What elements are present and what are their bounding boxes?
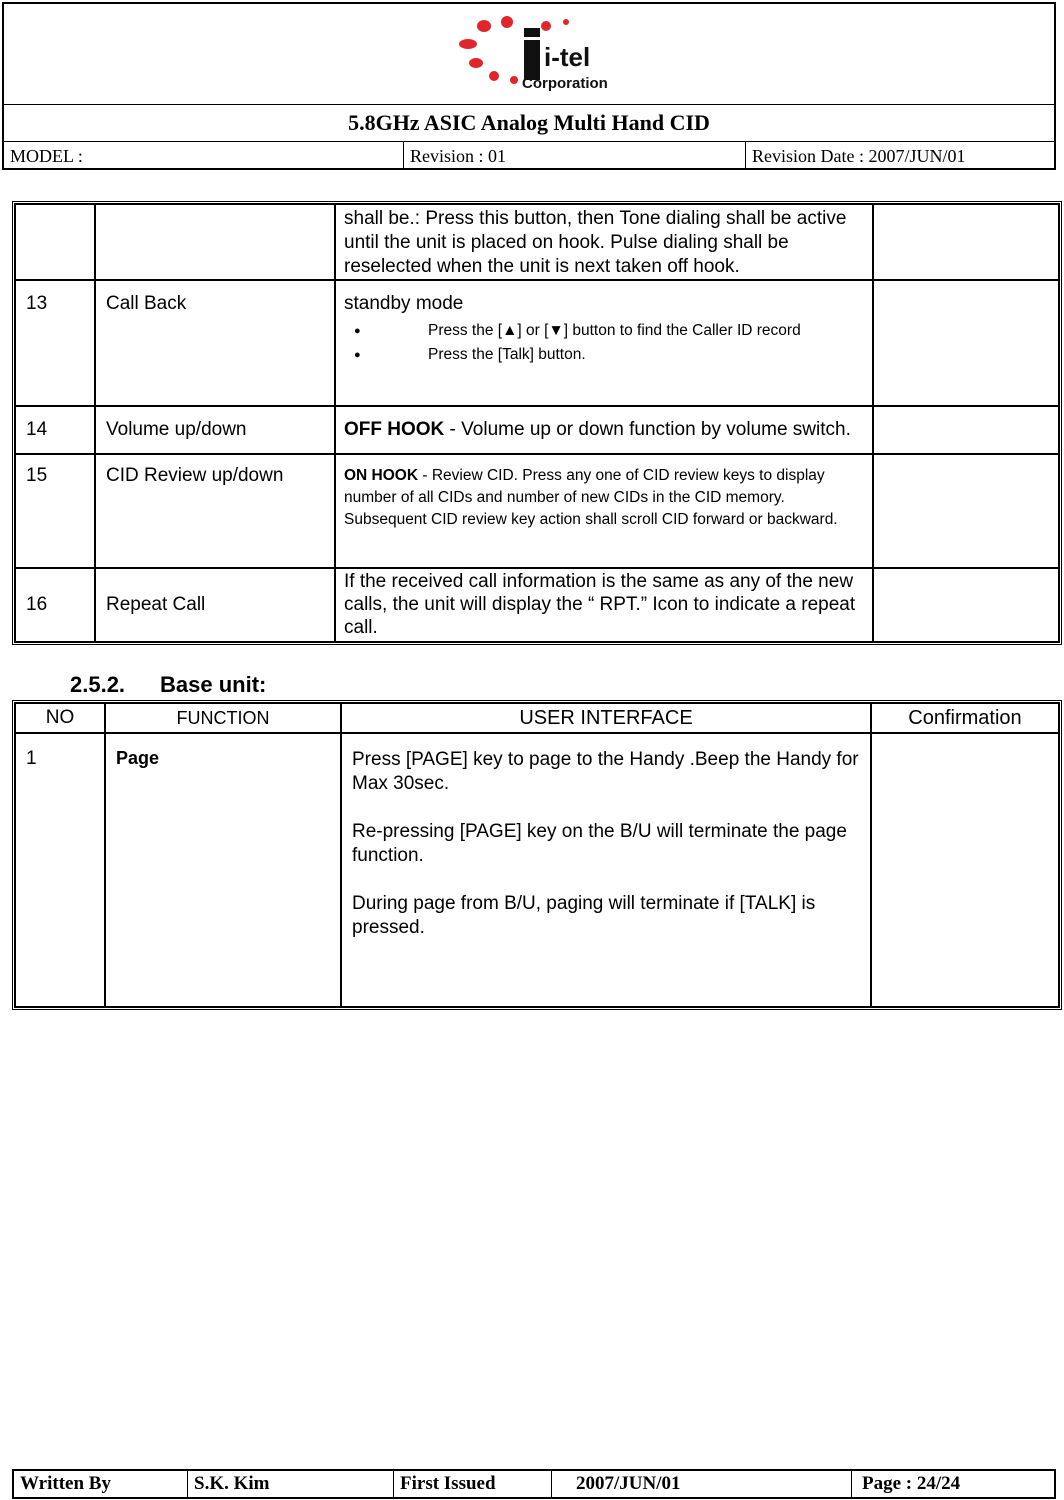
list-item: ● Press the [▲] or [▼] button to find the Caller ID record — [354, 319, 862, 343]
ui-bullet-list — [344, 319, 862, 367]
cell-function: CID Review up/down — [95, 454, 335, 568]
base-unit-table — [12, 700, 1062, 1010]
logo-i-bar — [524, 40, 540, 80]
ui-mode-bold: OFF HOOK — [344, 419, 445, 440]
ui-text-line: until the unit is placed on hook. Pulse dialing shall be — [344, 232, 789, 253]
revision-date-label: Revision Date : 2007/JUN/01 — [752, 146, 966, 166]
header-user-interface: USER INTERFACE — [341, 703, 871, 733]
cell-no: 16 — [15, 568, 95, 642]
cell-function: Repeat Call — [95, 568, 335, 642]
cell-function — [95, 204, 335, 280]
cell-user-interface — [335, 406, 873, 454]
ui-mode-bold: ON HOOK — [344, 467, 419, 484]
cell-no: 14 — [15, 406, 95, 454]
cell-user-interface — [335, 204, 873, 280]
section-title: Base unit: — [160, 672, 267, 697]
cell-function: Page — [105, 733, 341, 1007]
issue-date: 2007/JUN/01 — [552, 1471, 852, 1497]
header-function: FUNCTION — [105, 703, 341, 733]
table-row — [15, 454, 1059, 568]
cell-no: 1 — [15, 733, 105, 1007]
cell-function: Call Back — [95, 280, 335, 406]
table-header-row — [15, 703, 1059, 733]
cell-user-interface: If the received call information is the same as any of the new calls, the unit will display the “ RPT.” Icon to indicate a repeat call. — [335, 568, 873, 642]
author-name: S.K. Kim — [188, 1471, 394, 1497]
revision-label: Revision : 01 — [404, 142, 746, 170]
document-title: 5.8GHz ASIC Analog Multi Hand CID — [4, 104, 1054, 142]
table-row — [15, 204, 1059, 280]
model-label: MODEL : — [4, 142, 404, 170]
section-heading — [70, 672, 266, 698]
cell-user-interface — [335, 454, 873, 568]
table-row — [15, 568, 1059, 642]
section-number: 2.5.2. — [70, 672, 126, 697]
logo-row — [4, 4, 1054, 105]
cell-confirmation — [873, 454, 1059, 568]
company-logo — [454, 14, 644, 94]
cell-confirmation — [873, 406, 1059, 454]
cell-confirmation — [871, 733, 1059, 1007]
header-confirmation: Confirmation — [871, 703, 1059, 733]
table-row — [15, 280, 1059, 406]
table-row — [15, 406, 1059, 454]
first-issued-label: First Issued — [394, 1471, 552, 1497]
cell-confirmation — [873, 280, 1059, 406]
ui-text-line: shall be.: Press this button, then Tone dialing shall be active — [344, 208, 847, 229]
handset-function-table — [12, 201, 1062, 645]
ui-paragraph: Press [PAGE] key to page to the Handy .Beep the Handy for Max 30sec. — [352, 749, 859, 794]
ui-paragraph: During page from B/U, paging will terminate if [TALK] is pressed. — [352, 893, 816, 938]
list-item: ● Press the [Talk] button. — [354, 343, 862, 367]
document-footer — [12, 1469, 1056, 1499]
cell-no: 13 — [15, 280, 95, 406]
ui-text-line: reselected when the unit is next taken off hook. — [344, 256, 740, 277]
document-header — [2, 2, 1056, 170]
logo-subtext: Corporation — [522, 75, 608, 92]
cell-user-interface — [335, 280, 873, 406]
header-meta-row — [4, 142, 1054, 170]
written-by-label: Written By — [14, 1471, 188, 1497]
table-row — [15, 733, 1059, 1007]
cell-user-interface — [341, 733, 871, 1007]
cell-confirmation — [873, 204, 1059, 280]
cell-function: Volume up/down — [95, 406, 335, 454]
ui-description: - Review CID. Press any one of CID review keys to display number of all CIDs and number of new CIDs in the CID memory. Subsequent CID review key action shall scroll CID forward or backward. — [344, 467, 838, 528]
cell-no: 15 — [15, 454, 95, 568]
ui-paragraph: Re-pressing [PAGE] key on the B/U will terminate the page function. — [352, 821, 847, 866]
ui-description: - Volume up or down function by volume switch. — [444, 419, 851, 440]
ui-mode-text: standby mode — [344, 293, 464, 314]
logo-text: i-tel — [544, 42, 591, 72]
header-no: NO — [15, 703, 105, 733]
cell-confirmation — [873, 568, 1059, 642]
cell-no — [15, 204, 95, 280]
page-number: Page : 24/24 — [862, 1473, 961, 1494]
